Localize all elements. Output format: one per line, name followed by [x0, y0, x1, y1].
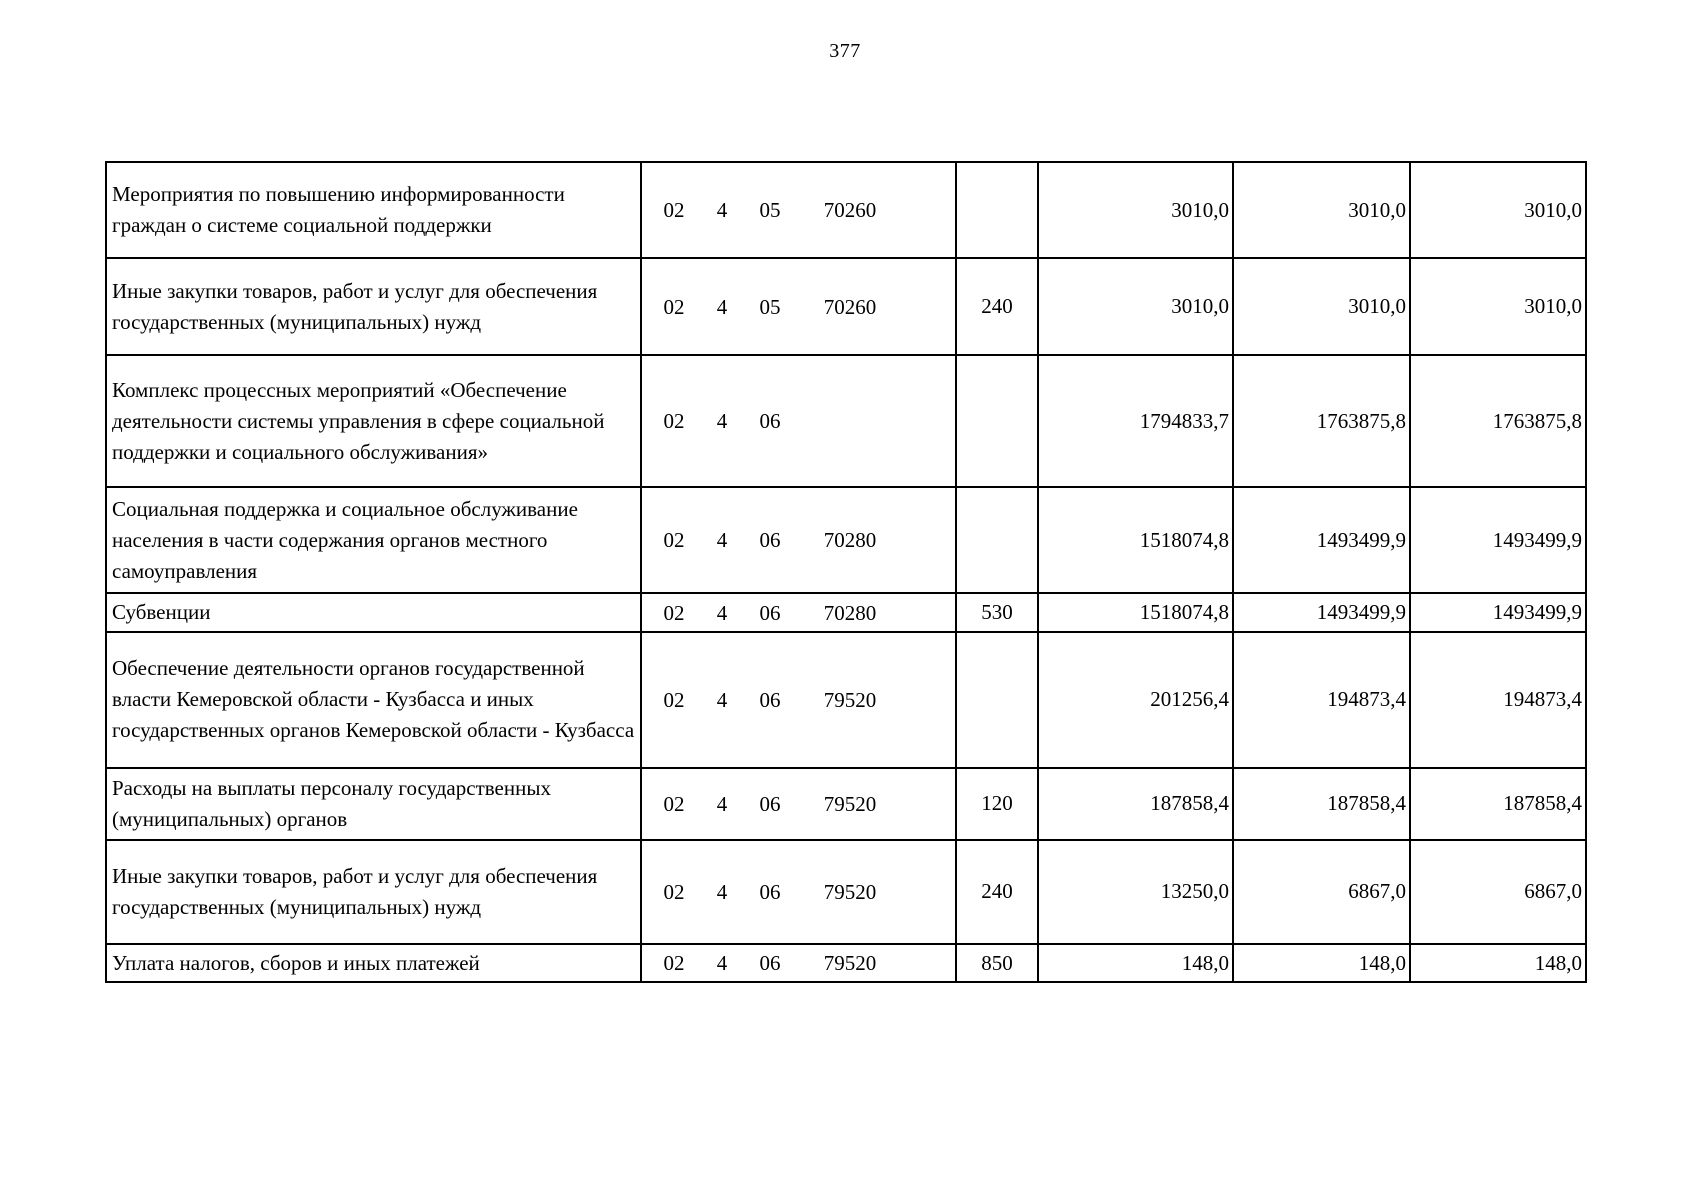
row-amount-year1: 1518074,8: [1038, 593, 1233, 632]
code-subsection: 4: [716, 792, 728, 817]
row-amount-year1: 148,0: [1038, 944, 1233, 983]
row-amount-year3: 1493499,9: [1410, 593, 1586, 632]
row-amount-year3: 3010,0: [1410, 162, 1586, 258]
row-code-group: [641, 944, 956, 983]
code-subsection: 4: [716, 294, 728, 319]
row-expense-type: 240: [956, 840, 1038, 944]
row-amount-year3: 194873,4: [1410, 632, 1586, 768]
row-amount-year3: 187858,4: [1410, 768, 1586, 840]
row-code-group: [641, 487, 956, 593]
row-expense-type: 850: [956, 944, 1038, 983]
row-amount-year2: 194873,4: [1233, 632, 1410, 768]
row-amount-year1: 3010,0: [1038, 162, 1233, 258]
code-section: 02: [663, 792, 685, 817]
row-code-group: [641, 632, 956, 768]
row-name: Уплата налогов, сборов и иных платежей: [106, 944, 641, 983]
code-subsection: 4: [716, 688, 728, 713]
row-code-group: [641, 768, 956, 840]
row-amount-year1: 1794833,7: [1038, 355, 1233, 487]
row-amount-year2: 6867,0: [1233, 840, 1410, 944]
code-subsection: 4: [716, 600, 728, 625]
row-amount-year1: 187858,4: [1038, 768, 1233, 840]
code-direction: 79520: [823, 951, 877, 976]
row-expense-type: 240: [956, 258, 1038, 355]
row-amount-year1: 201256,4: [1038, 632, 1233, 768]
row-name: Субвенции: [106, 593, 641, 632]
table-row: [106, 768, 1586, 840]
row-code-group: [641, 162, 956, 258]
table-row: [106, 258, 1586, 355]
row-amount-year1: 13250,0: [1038, 840, 1233, 944]
row-name: Иные закупки товаров, работ и услуг для обеспечения государственных (муниципальных) нужд: [106, 258, 641, 355]
row-amount-year2: 3010,0: [1233, 258, 1410, 355]
code-direction: 70280: [823, 528, 877, 553]
row-expense-type: [956, 487, 1038, 593]
row-amount-year2: 1763875,8: [1233, 355, 1410, 487]
row-name: Расходы на выплаты персоналу государственных (муниципальных) органов: [106, 768, 641, 840]
code-section: 02: [663, 528, 685, 553]
table-body: [106, 162, 1586, 982]
code-subsection: 4: [716, 880, 728, 905]
table-row: [106, 487, 1586, 593]
code-subsection: 4: [716, 528, 728, 553]
code-section: 02: [663, 688, 685, 713]
code-target-article: 06: [759, 951, 781, 976]
row-amount-year2: 3010,0: [1233, 162, 1410, 258]
row-amount-year2: 148,0: [1233, 944, 1410, 983]
page-number: 377: [829, 40, 861, 62]
code-target-article: 06: [759, 600, 781, 625]
code-target-article: 06: [759, 880, 781, 905]
table-row: [106, 840, 1586, 944]
budget-table: [105, 161, 1587, 983]
row-expense-type: [956, 162, 1038, 258]
row-code-group: [641, 593, 956, 632]
code-section: 02: [663, 198, 685, 223]
code-direction: 79520: [823, 792, 877, 817]
row-amount-year3: 6867,0: [1410, 840, 1586, 944]
row-name: Обеспечение деятельности органов государственной власти Кемеровской области - Кузбасса и иных государственных органов Кемеровской области - Кузбасса: [106, 632, 641, 768]
row-amount-year2: 1493499,9: [1233, 487, 1410, 593]
row-code-group: [641, 355, 956, 487]
row-amount-year2: 187858,4: [1233, 768, 1410, 840]
row-amount-year3: 3010,0: [1410, 258, 1586, 355]
code-target-article: 06: [759, 528, 781, 553]
code-subsection: 4: [716, 951, 728, 976]
row-code-group: [641, 840, 956, 944]
row-name: Иные закупки товаров, работ и услуг для обеспечения государственных (муниципальных) нужд: [106, 840, 641, 944]
code-direction: 79520: [823, 688, 877, 713]
row-name: Комплекс процессных мероприятий «Обеспечение деятельности системы управления в сфере социальной поддержки и социального обслуживания»: [106, 355, 641, 487]
code-subsection: 4: [716, 198, 728, 223]
code-section: 02: [663, 409, 685, 434]
row-amount-year1: 1518074,8: [1038, 487, 1233, 593]
table-row: [106, 593, 1586, 632]
table-row: [106, 162, 1586, 258]
code-target-article: 05: [759, 198, 781, 223]
table-row: [106, 355, 1586, 487]
code-target-article: 05: [759, 294, 781, 319]
row-amount-year3: 1763875,8: [1410, 355, 1586, 487]
row-expense-type: [956, 632, 1038, 768]
row-amount-year2: 1493499,9: [1233, 593, 1410, 632]
row-expense-type: 120: [956, 768, 1038, 840]
code-target-article: 06: [759, 688, 781, 713]
row-amount-year1: 3010,0: [1038, 258, 1233, 355]
row-name: Социальная поддержка и социальное обслуживание населения в части содержания органов местного самоуправления: [106, 487, 641, 593]
row-amount-year3: 148,0: [1410, 944, 1586, 983]
table-row: [106, 632, 1586, 768]
code-section: 02: [663, 600, 685, 625]
code-direction: 70260: [823, 198, 877, 223]
code-target-article: 06: [759, 409, 781, 434]
row-name: Мероприятия по повышению информированности граждан о системе социальной поддержки: [106, 162, 641, 258]
code-subsection: 4: [716, 409, 728, 434]
row-expense-type: 530: [956, 593, 1038, 632]
code-direction: 70260: [823, 294, 877, 319]
code-direction: 79520: [823, 880, 877, 905]
code-section: 02: [663, 294, 685, 319]
code-section: 02: [663, 951, 685, 976]
table-row: [106, 944, 1586, 983]
row-expense-type: [956, 355, 1038, 487]
row-code-group: [641, 258, 956, 355]
code-section: 02: [663, 880, 685, 905]
code-direction: 70280: [823, 600, 877, 625]
code-target-article: 06: [759, 792, 781, 817]
row-amount-year3: 1493499,9: [1410, 487, 1586, 593]
